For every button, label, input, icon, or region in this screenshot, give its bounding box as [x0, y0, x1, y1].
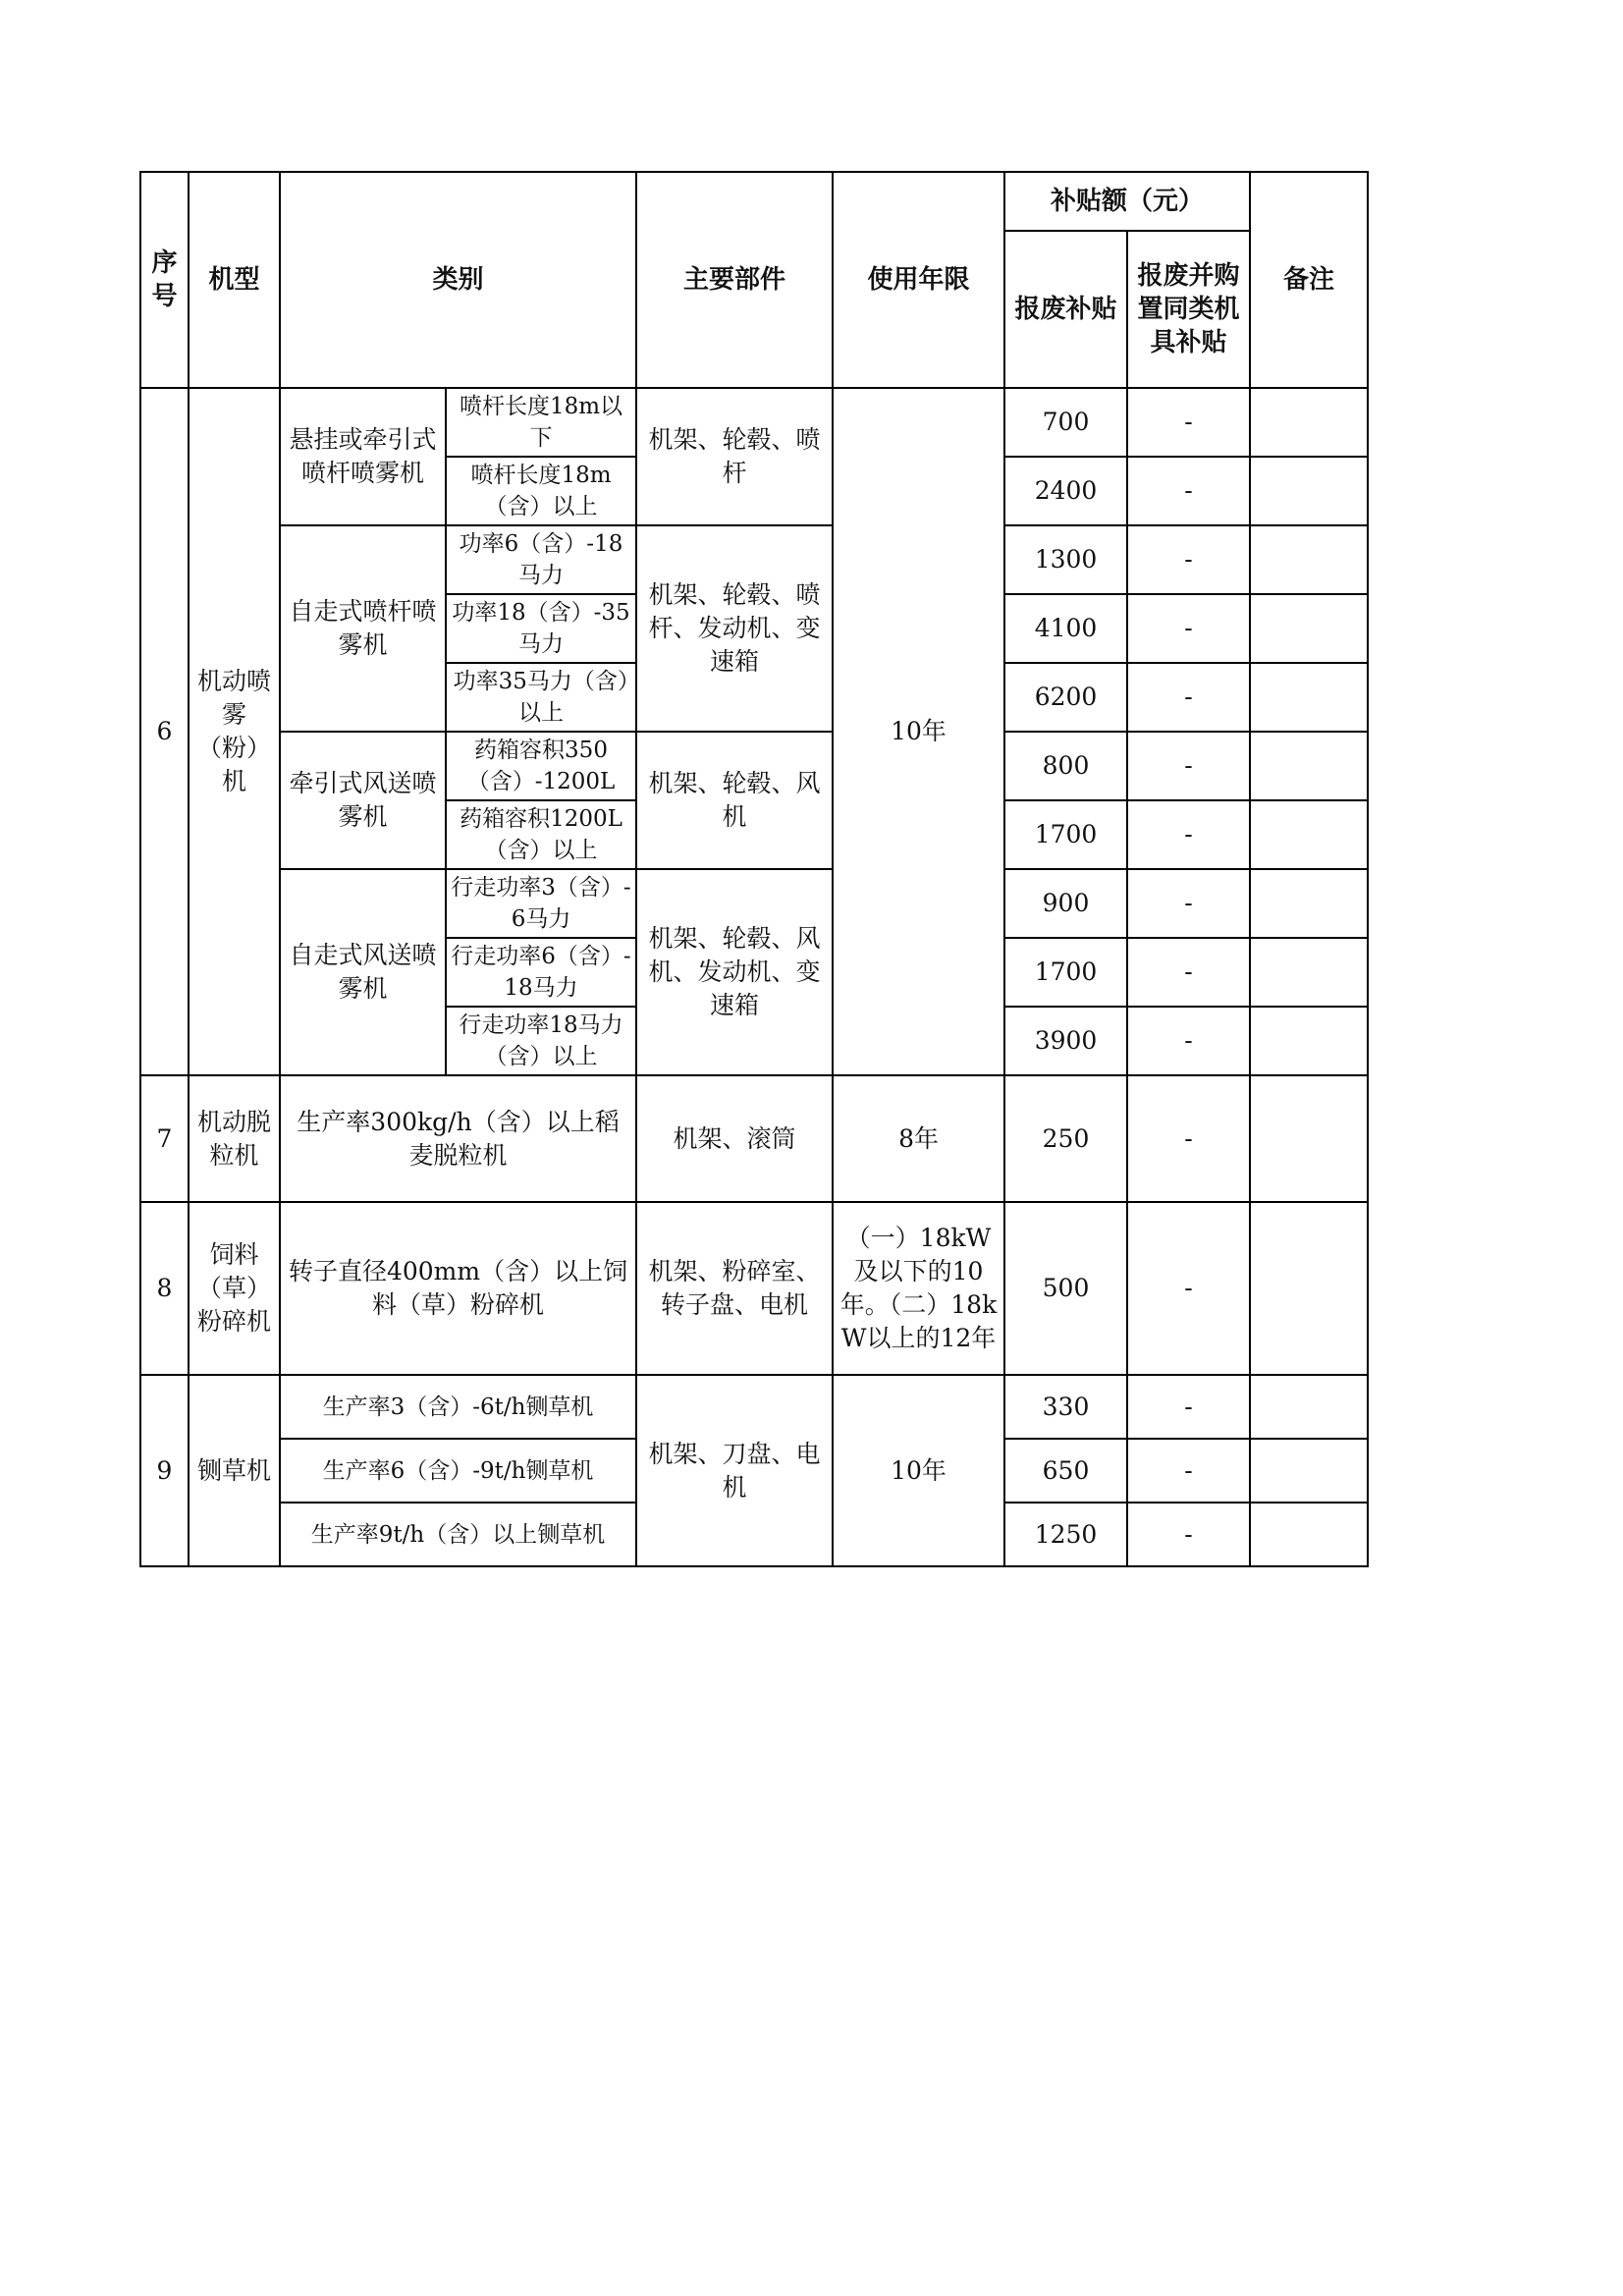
row-category: 自走式喷杆喷雾机 [280, 525, 446, 732]
header-parts: 主要部件 [636, 172, 833, 388]
table-row [140, 1075, 1368, 1202]
row-amount: 1700 [1004, 800, 1127, 869]
row-remark [1250, 1075, 1368, 1202]
row-spec: 喷杆长度18m以下 [446, 388, 636, 457]
row-other: - [1127, 525, 1250, 594]
row-life: 8年 [833, 1075, 1004, 1202]
row-life: 10年 [833, 388, 1004, 1075]
row-other: - [1127, 457, 1250, 525]
table-row [140, 869, 1368, 938]
row-amount: 2400 [1004, 457, 1127, 525]
row-amount: 4100 [1004, 594, 1127, 663]
row-remark [1250, 800, 1368, 869]
row-category: 悬挂或牵引式喷杆喷雾机 [280, 388, 446, 525]
row-spec: 行走功率6（含）-18马力 [446, 938, 636, 1007]
row-other: - [1127, 1439, 1250, 1503]
row-life: （一）18kW及以下的10年。（二）18kW以上的12年 [833, 1202, 1004, 1375]
subsidy-table [139, 171, 1369, 1567]
row-parts: 机架、轮毂、喷杆、发动机、变速箱 [636, 525, 833, 732]
row-spec: 药箱容积1200L（含）以上 [446, 800, 636, 869]
row-seq: 6 [140, 388, 189, 1075]
row-amount: 250 [1004, 1075, 1127, 1202]
row-category: 自走式风送喷雾机 [280, 869, 446, 1075]
row-category: 生产率3（含）-6t/h铡草机 [280, 1375, 636, 1439]
row-other: - [1127, 1503, 1250, 1566]
row-other: - [1127, 388, 1250, 457]
row-amount: 330 [1004, 1375, 1127, 1439]
row-remark [1250, 525, 1368, 594]
header-life: 使用年限 [833, 172, 1004, 388]
row-other: - [1127, 1075, 1250, 1202]
row-category: 转子直径400mm（含）以上饲料（草）粉碎机 [280, 1202, 636, 1375]
row-model: 铡草机 [189, 1375, 280, 1566]
row-remark [1250, 663, 1368, 732]
row-category: 生产率300kg/h（含）以上稻麦脱粒机 [280, 1075, 636, 1202]
row-parts: 机架、轮毂、风机 [636, 732, 833, 869]
row-parts: 机架、轮毂、风机、发动机、变速箱 [636, 869, 833, 1075]
header-scrap-subsidy: 报废补贴 [1004, 231, 1127, 388]
row-amount: 1300 [1004, 525, 1127, 594]
table-row [140, 525, 1368, 594]
row-other: - [1127, 938, 1250, 1007]
row-other: - [1127, 1202, 1250, 1375]
row-model: 机动脱粒机 [189, 1075, 280, 1202]
row-other: - [1127, 732, 1250, 800]
header-subsidy-group: 补贴额（元） [1004, 172, 1250, 231]
row-model: 饲料（草）粉碎机 [189, 1202, 280, 1375]
row-spec: 药箱容积350（含）-1200L [446, 732, 636, 800]
row-life: 10年 [833, 1375, 1004, 1566]
row-amount: 800 [1004, 732, 1127, 800]
row-remark [1250, 1202, 1368, 1375]
header-row-1 [140, 172, 1368, 231]
row-remark [1250, 869, 1368, 938]
row-amount: 500 [1004, 1202, 1127, 1375]
row-parts: 机架、轮毂、喷杆 [636, 388, 833, 525]
row-other: - [1127, 869, 1250, 938]
table-row [140, 388, 1368, 457]
header-model: 机型 [189, 172, 280, 388]
row-remark [1250, 457, 1368, 525]
header-seq: 序号 [140, 172, 189, 388]
row-amount: 1700 [1004, 938, 1127, 1007]
row-remark [1250, 938, 1368, 1007]
row-remark [1250, 1375, 1368, 1439]
row-remark [1250, 388, 1368, 457]
row-spec: 功率18（含）-35马力 [446, 594, 636, 663]
row-parts: 机架、滚筒 [636, 1075, 833, 1202]
table-row [140, 732, 1368, 800]
row-other: - [1127, 594, 1250, 663]
row-spec: 行走功率3（含）-6马力 [446, 869, 636, 938]
row-remark [1250, 732, 1368, 800]
header-remark: 备注 [1250, 172, 1368, 388]
row-model: 机动喷雾（粉）机 [189, 388, 280, 1075]
row-spec: 行走功率18马力（含）以上 [446, 1007, 636, 1075]
row-parts: 机架、粉碎室、转子盘、电机 [636, 1202, 833, 1375]
row-remark [1250, 594, 1368, 663]
row-remark [1250, 1007, 1368, 1075]
row-amount: 6200 [1004, 663, 1127, 732]
table-row [140, 1375, 1368, 1439]
row-category: 牵引式风送喷雾机 [280, 732, 446, 869]
row-spec: 功率35马力（含）以上 [446, 663, 636, 732]
row-category: 生产率6（含）-9t/h铡草机 [280, 1439, 636, 1503]
row-spec: 功率6（含）-18马力 [446, 525, 636, 594]
row-other: - [1127, 800, 1250, 869]
row-seq: 8 [140, 1202, 189, 1375]
row-other: - [1127, 663, 1250, 732]
row-amount: 700 [1004, 388, 1127, 457]
row-other: - [1127, 1375, 1250, 1439]
header-category: 类别 [280, 172, 636, 388]
row-parts: 机架、刀盘、电机 [636, 1375, 833, 1566]
row-seq: 9 [140, 1375, 189, 1566]
row-spec: 喷杆长度18m（含）以上 [446, 457, 636, 525]
row-other: - [1127, 1007, 1250, 1075]
row-seq: 7 [140, 1075, 189, 1202]
row-amount: 3900 [1004, 1007, 1127, 1075]
header-scrap-buy-subsidy: 报废并购置同类机具补贴 [1127, 231, 1250, 388]
row-amount: 1250 [1004, 1503, 1127, 1566]
row-category: 生产率9t/h（含）以上铡草机 [280, 1503, 636, 1566]
row-remark [1250, 1439, 1368, 1503]
row-amount: 900 [1004, 869, 1127, 938]
row-amount: 650 [1004, 1439, 1127, 1503]
row-remark [1250, 1503, 1368, 1566]
table-row [140, 1202, 1368, 1375]
